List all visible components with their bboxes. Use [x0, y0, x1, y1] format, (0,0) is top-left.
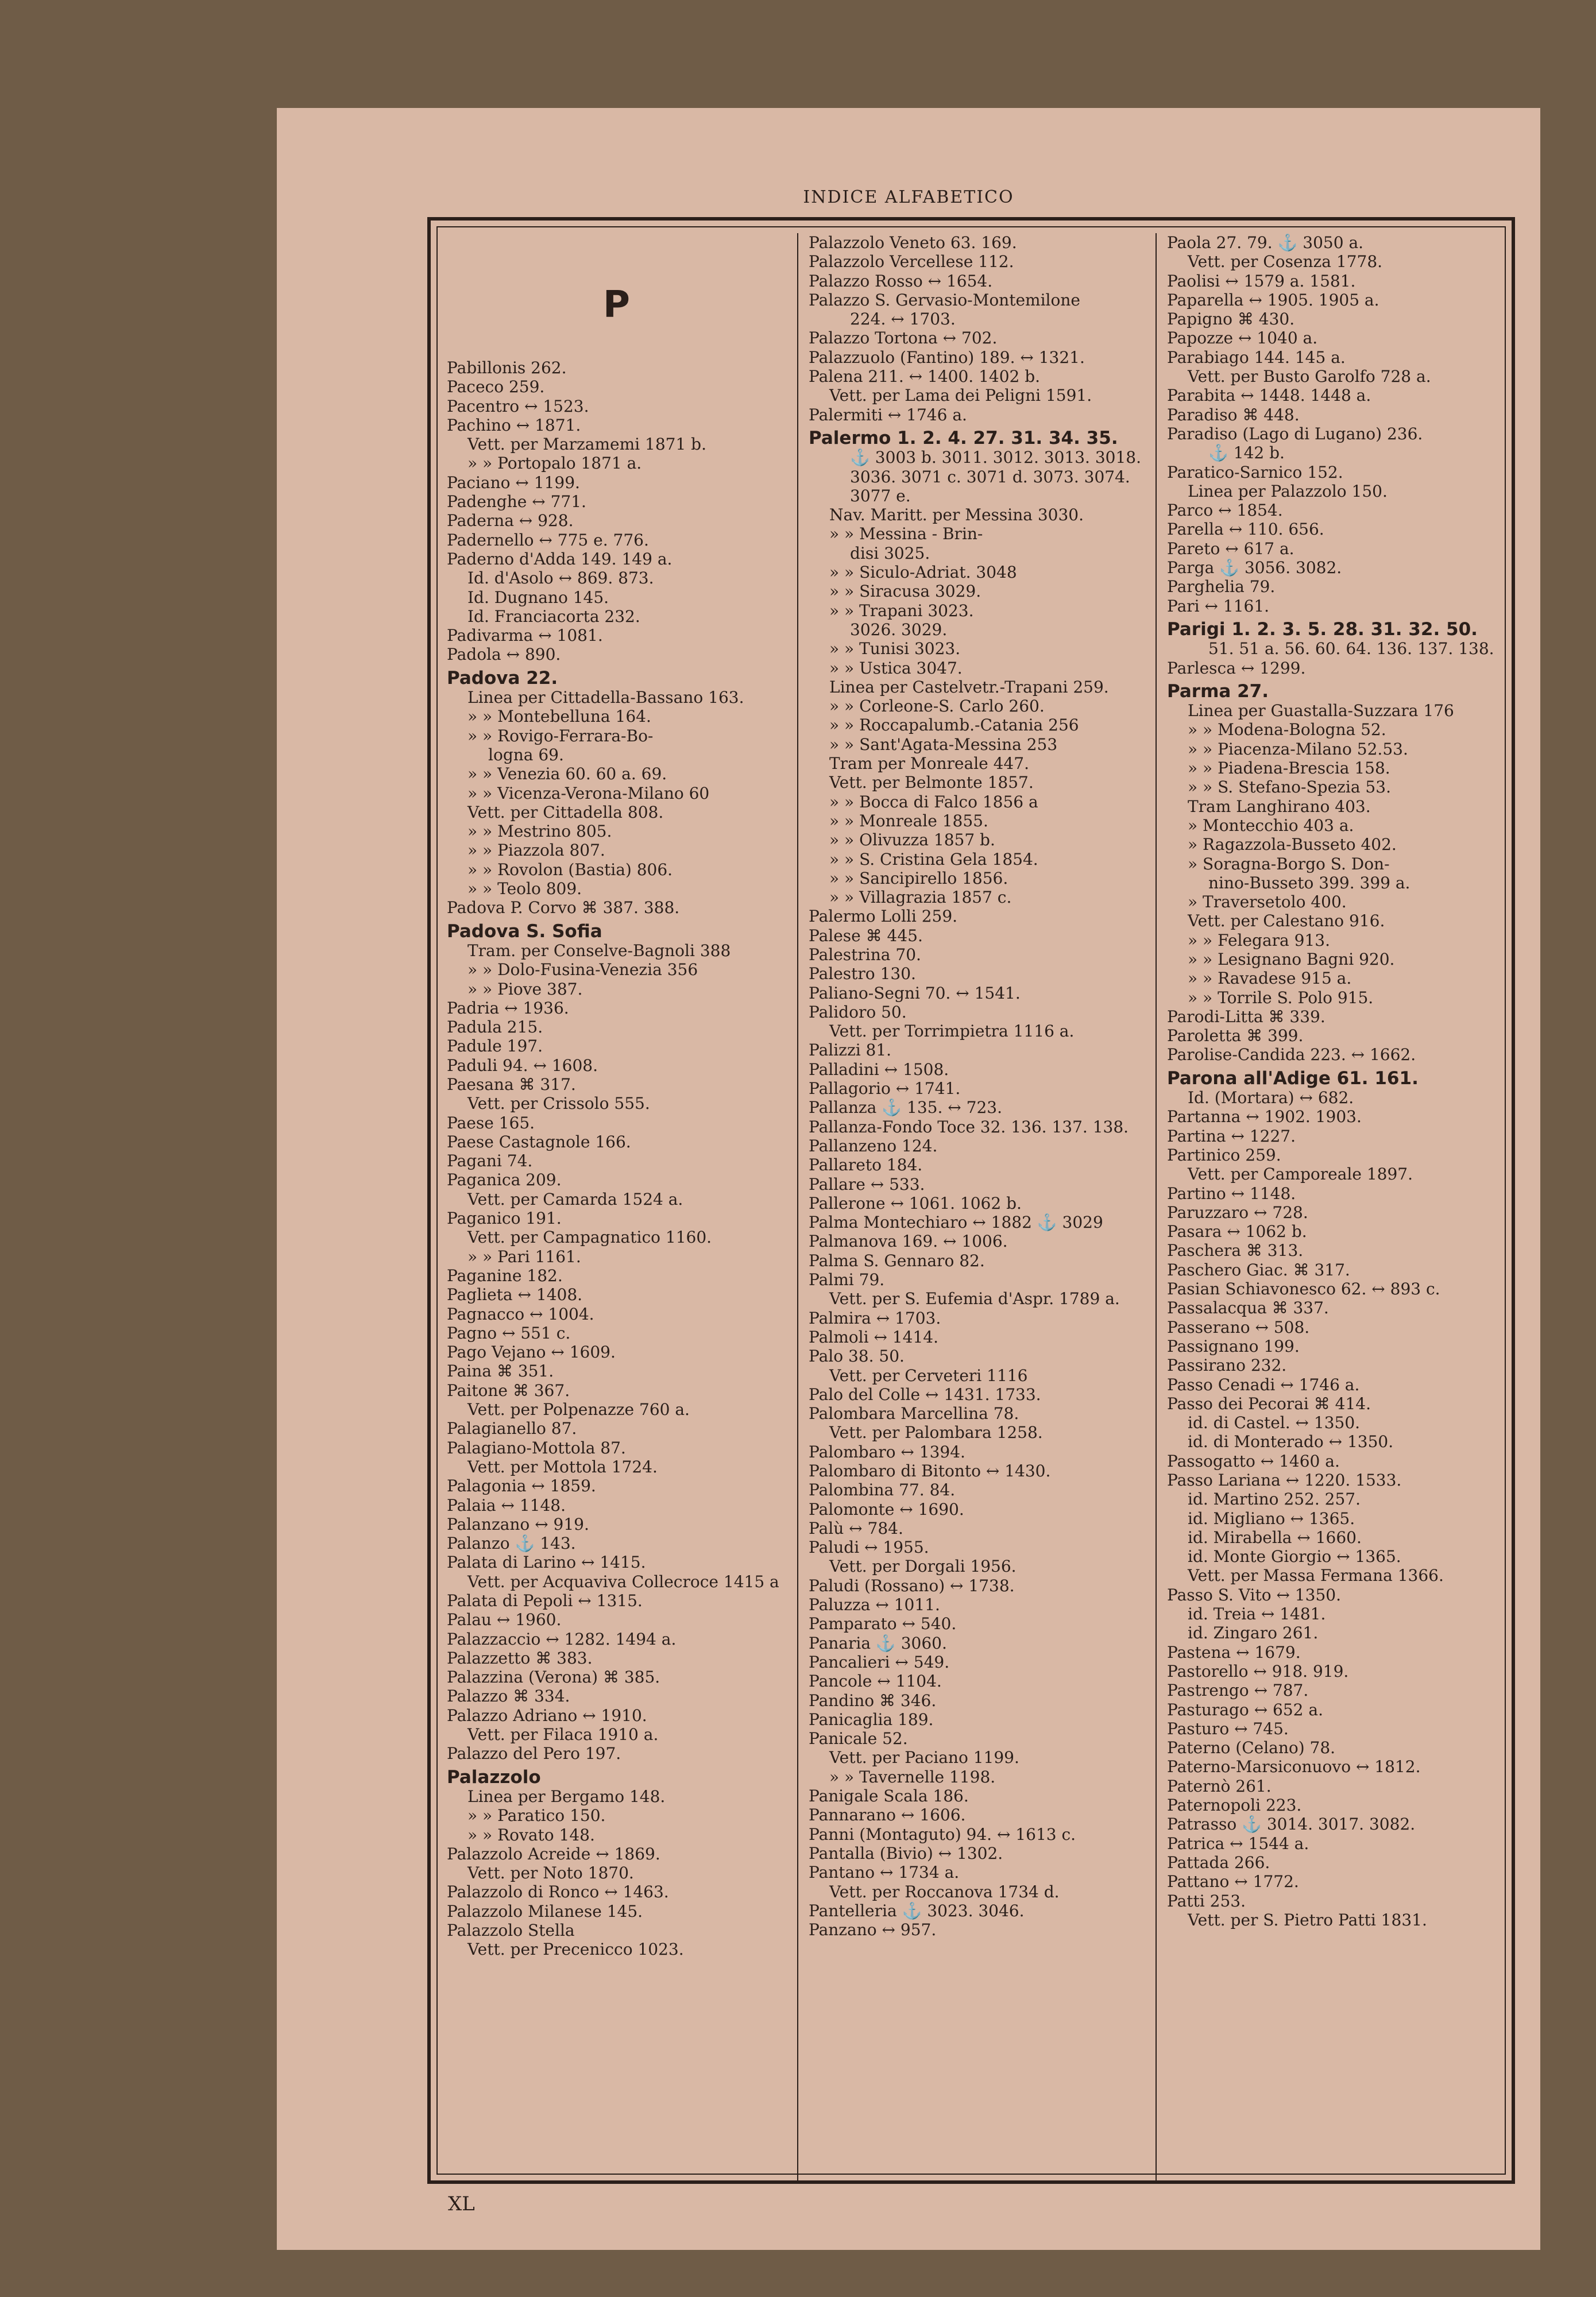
index-entry: Paitone ⌘ 367. — [447, 1380, 570, 1400]
index-entry: Pabillonis 262. — [447, 358, 567, 377]
index-entry: Palermiti ↔ 1746 a. — [809, 405, 967, 424]
index-entry: Vett. per Cittadella 808. — [467, 802, 664, 822]
index-entry: Vett. per Cerveteri 1116 — [829, 1366, 1028, 1385]
index-entry: Panni (Montaguto) 94. ↔ 1613 c. — [809, 1824, 1076, 1844]
index-entry: Pandino ⌘ 346. — [809, 1691, 937, 1710]
index-entry: Palazzolo di Ronco ↔ 1463. — [447, 1882, 669, 1902]
index-section-heading: Palazzolo — [447, 1766, 541, 1788]
index-entry: Pagno ↔ 551 c. — [447, 1323, 571, 1343]
index-entry: » » Rovato 148. — [467, 1825, 595, 1844]
index-entry: Pari ↔ 1161. — [1167, 596, 1270, 616]
index-entry: Pasara ↔ 1062 b. — [1167, 1222, 1307, 1242]
index-entry: Palo 38. 50. — [809, 1347, 905, 1366]
index-entry: Paradiso ⌘ 448. — [1167, 405, 1300, 424]
index-entry: Parlesca ↔ 1299. — [1167, 658, 1306, 678]
index-entry: Partino ↔ 1148. — [1167, 1184, 1296, 1203]
index-entry: Palmanova 169. ↔ 1006. — [809, 1232, 1008, 1251]
index-entry: id. Zingaro 261. — [1188, 1623, 1319, 1643]
index-entry: » » Vicenza-Verona-Milano 60 — [467, 783, 710, 803]
index-entry: 3077 e. — [850, 486, 911, 505]
index-entry: Palma S. Gennaro 82. — [809, 1251, 985, 1270]
index-entry: Palmira ↔ 1703. — [809, 1308, 941, 1328]
index-entry: Palizzi 81. — [809, 1041, 892, 1060]
index-entry: Vett. per Lama dei Peligni 1591. — [829, 386, 1092, 405]
index-entry: » » Piazzola 807. — [467, 841, 605, 860]
index-entry: » » Dolo-Fusina-Venezia 356 — [467, 960, 698, 980]
index-entry: Pantalla (Bivio) ↔ 1302. — [809, 1843, 1003, 1863]
index-entry: Linea per Guastalla-Suzzara 176 — [1188, 701, 1454, 721]
index-entry: Parella ↔ 110. 656. — [1167, 520, 1324, 539]
index-section-heading: Parigi 1. 2. 3. 5. 28. 31. 32. 50. — [1167, 618, 1478, 640]
index-entry: Palazzolo Acreide ↔ 1869. — [447, 1844, 660, 1863]
index-entry: Vett. per Busto Garolfo 728 a. — [1188, 367, 1431, 386]
index-entry: Papigno ⌘ 430. — [1167, 310, 1295, 329]
index-entry: Paesana ⌘ 317. — [447, 1074, 576, 1094]
index-entry: Passo S. Vito ↔ 1350. — [1167, 1585, 1341, 1604]
index-entry: » » Torrile S. Polo 915. — [1188, 988, 1374, 1007]
index-entry: » » Paratico 150. — [467, 1806, 606, 1826]
index-entry: Paina ⌘ 351. — [447, 1362, 554, 1381]
index-entry: » » Pari 1161. — [467, 1247, 581, 1266]
index-entry: Paderna ↔ 928. — [447, 511, 574, 531]
index-entry: Parco ↔ 1854. — [1167, 501, 1283, 520]
index-entry: » » Tunisi 3023. — [829, 639, 961, 659]
index-entry: Palazzetto ⌘ 383. — [447, 1648, 593, 1668]
index-section-heading: Padova 22. — [447, 667, 558, 689]
index-entry: Vett. per Roccanova 1734 d. — [829, 1882, 1060, 1901]
section-letter: P — [603, 284, 630, 326]
index-entry: » » Piadena-Brescia 158. — [1188, 759, 1390, 778]
index-entry: id. Migliano ↔ 1365. — [1188, 1509, 1355, 1528]
index-entry: Pallareto 184. — [809, 1155, 923, 1175]
index-entry: Vett. per S. Pietro Patti 1831. — [1188, 1910, 1427, 1929]
index-section-heading: Palermo 1. 2. 4. 27. 31. 34. 35. — [809, 427, 1118, 448]
index-entry: Palazzaccio ↔ 1282. 1494 a. — [447, 1629, 677, 1649]
index-entry: Pallare ↔ 533. — [809, 1174, 925, 1194]
index-entry: Tram. per Conselve-Bagnoli 388 — [467, 941, 731, 960]
index-entry: Panigale Scala 186. — [809, 1786, 969, 1806]
index-entry: disi 3025. — [850, 543, 930, 563]
index-entry: Linea per Bergamo 148. — [467, 1786, 666, 1806]
index-entry: » » Mestrino 805. — [467, 822, 612, 841]
index-entry: » » Monreale 1855. — [829, 811, 988, 830]
index-entry: Vett. per Marzamemi 1871 b. — [467, 435, 707, 454]
index-entry: Palazzolo Veneto 63. 169. — [809, 233, 1017, 252]
index-entry: Patrasso ⚓ 3014. 3017. 3082. — [1167, 1815, 1416, 1834]
index-entry: Pattano ↔ 1772. — [1167, 1872, 1299, 1892]
index-entry: Padria ↔ 1936. — [447, 998, 569, 1018]
index-entry: Palù ↔ 784. — [809, 1518, 903, 1538]
index-entry: Pallanza ⚓ 135. ↔ 723. — [809, 1098, 1002, 1117]
index-entry: Padova P. Corvo ⌘ 387. 388. — [447, 898, 680, 918]
index-entry: Palazzolo Stella — [447, 1921, 575, 1940]
index-entry: » » Teolo 809. — [467, 879, 582, 899]
index-entry: Palagonia ↔ 1859. — [447, 1476, 596, 1496]
index-entry: Paschera ⌘ 313. — [1167, 1241, 1304, 1260]
index-entry: Pannarano ↔ 1606. — [809, 1805, 966, 1825]
book-page — [277, 108, 1540, 2250]
index-entry: Palermo Lolli 259. — [809, 907, 958, 926]
index-frame — [427, 217, 1515, 2184]
index-entry: Panaria ⚓ 3060. — [809, 1633, 947, 1653]
index-entry: Palazzo Rosso ↔ 1654. — [809, 271, 993, 291]
index-entry: Vett. per Polpenazze 760 a. — [467, 1400, 690, 1420]
index-entry: Palazzolo Vercellese 112. — [809, 252, 1014, 272]
index-entry: » » Tavernelle 1198. — [829, 1767, 996, 1786]
index-entry: Pallagorio ↔ 1741. — [809, 1079, 961, 1099]
index-entry: » » Ustica 3047. — [829, 658, 963, 678]
index-entry: Panicaglia 189. — [809, 1710, 934, 1729]
index-entry: » » Sant'Agata-Messina 253 — [829, 734, 1058, 754]
index-entry: Passignano 199. — [1167, 1336, 1300, 1356]
index-entry: 3036. 3071 c. 3071 d. 3073. 3074. — [850, 467, 1130, 486]
index-entry: Vett. per Cosenza 1778. — [1188, 252, 1383, 272]
index-entry: Vett. per Mottola 1724. — [467, 1457, 658, 1476]
index-entry: Vett. per Acquaviva Collecroce 1415 a — [467, 1572, 779, 1591]
index-entry: Partanna ↔ 1902. 1903. — [1167, 1107, 1362, 1127]
index-entry: » » Olivuzza 1857 b. — [829, 830, 995, 850]
index-entry: Paciano ↔ 1199. — [447, 473, 580, 492]
index-entry: Pamparato ↔ 540. — [809, 1614, 957, 1634]
index-entry: Tram per Monreale 447. — [829, 754, 1029, 774]
index-entry: Pasian Schiavonesco 62. ↔ 893 c. — [1167, 1279, 1440, 1299]
index-entry: » Traversetolo 400. — [1188, 892, 1347, 912]
index-entry: Paganica 209. — [447, 1170, 562, 1190]
index-entry: Nav. Maritt. per Messina 3030. — [829, 505, 1084, 525]
index-entry: Pachino ↔ 1871. — [447, 415, 581, 435]
index-entry: » » Piove 387. — [467, 979, 583, 999]
index-entry: Palanzano ↔ 919. — [447, 1514, 589, 1534]
index-entry: Palmoli ↔ 1414. — [809, 1327, 938, 1347]
index-entry: Passogatto ↔ 1460 a. — [1167, 1451, 1340, 1471]
index-entry: Paradiso (Lago di Lugano) 236. — [1167, 424, 1423, 443]
index-entry: Palaia ↔ 1148. — [447, 1495, 566, 1515]
index-entry: Palena 211. ↔ 1400. 1402 b. — [809, 367, 1041, 386]
index-entry: Palata di Pepoli ↔ 1315. — [447, 1591, 643, 1610]
index-entry: Padenghe ↔ 771. — [447, 492, 586, 512]
index-entry: Pancole ↔ 1104. — [809, 1672, 942, 1691]
index-entry: Parolise-Candida 223. ↔ 1662. — [1167, 1045, 1416, 1065]
index-entry: Vett. per Crissolo 555. — [467, 1094, 650, 1113]
index-entry: Paratico-Sarnico 152. — [1167, 462, 1343, 482]
index-entry: Pastorello ↔ 918. 919. — [1167, 1661, 1349, 1681]
index-entry: Parabiago 144. 145 a. — [1167, 347, 1346, 367]
index-entry: Pallerone ↔ 1061. 1062 b. — [809, 1193, 1022, 1213]
index-entry: Parga ⚓ 3056. 3082. — [1167, 558, 1342, 578]
index-entry: » » Rovigo-Ferrara-Bo- — [467, 726, 654, 745]
index-entry: id. Mirabella ↔ 1660. — [1188, 1528, 1362, 1547]
index-entry: Passerano ↔ 508. — [1167, 1317, 1310, 1337]
index-entry: logna 69. — [488, 745, 564, 764]
index-entry: Paganine 182. — [447, 1266, 563, 1285]
index-entry: Id. (Mortara) ↔ 682. — [1188, 1088, 1354, 1108]
index-entry: » » Montebelluna 164. — [467, 707, 651, 726]
index-entry: Palombara Marcellina 78. — [809, 1404, 1019, 1424]
index-entry: » » Villagrazia 1857 c. — [829, 888, 1012, 907]
index-entry: Id. d'Asolo ↔ 869. 873. — [467, 569, 654, 588]
index-column-1 — [447, 358, 780, 2180]
index-entry: id. Martino 252. 257. — [1188, 1490, 1361, 1509]
index-entry: Paglieta ↔ 1408. — [447, 1285, 583, 1305]
index-entry: Palombina 77. 84. — [809, 1480, 956, 1500]
index-entry: Paterno-Marsiconuovo ↔ 1812. — [1167, 1757, 1421, 1777]
index-entry: Vett. per Massa Fermana 1366. — [1188, 1566, 1444, 1586]
index-entry: » » Lesignano Bagni 920. — [1188, 949, 1395, 969]
index-entry: » » Bocca di Falco 1856 a — [829, 792, 1038, 811]
index-entry: Palau ↔ 1960. — [447, 1610, 562, 1630]
index-entry: Paceco 259. — [447, 377, 545, 397]
index-entry: Paese Castagnole 166. — [447, 1132, 631, 1151]
index-entry: Linea per Castelvetr.-Trapani 259. — [829, 677, 1109, 697]
index-entry: Vett. per Paciano 1199. — [829, 1748, 1019, 1768]
index-entry: Vett. per Dorgali 1956. — [829, 1557, 1017, 1576]
index-entry: Palagiano-Mottola 87. — [447, 1438, 626, 1457]
index-entry: Paruzzaro ↔ 728. — [1167, 1202, 1308, 1222]
index-entry: Id. Franciacorta 232. — [467, 606, 640, 626]
index-entry: Passalacqua ⌘ 337. — [1167, 1298, 1329, 1318]
index-entry: Passo Cenadi ↔ 1746 a. — [1167, 1375, 1360, 1394]
index-column-3 — [1156, 233, 1512, 2180]
index-entry: Pancalieri ↔ 549. — [809, 1652, 950, 1672]
index-entry: Vett. per Calestano 916. — [1188, 911, 1385, 931]
index-entry: Parodi-Litta ⌘ 339. — [1167, 1007, 1326, 1026]
index-entry: Palestrina 70. — [809, 945, 921, 964]
index-entry: Pareto ↔ 617 a. — [1167, 539, 1294, 558]
index-entry: 3026. 3029. — [850, 620, 948, 639]
index-entry: ⚓ 142 b. — [1208, 443, 1285, 463]
index-entry: Pantelleria ⚓ 3023. 3046. — [809, 1901, 1025, 1920]
index-entry: Paduli 94. ↔ 1608. — [447, 1055, 598, 1075]
index-entry: Paese 165. — [447, 1113, 535, 1132]
index-entry: Paparella ↔ 1905. 1905 a. — [1167, 290, 1379, 310]
index-entry: Linea per Palazzolo 150. — [1188, 481, 1388, 501]
index-entry: » » Siracusa 3029. — [829, 582, 981, 601]
index-entry: » Ragazzola-Busseto 402. — [1188, 835, 1397, 854]
index-entry: Pacentro ↔ 1523. — [447, 396, 589, 416]
index-entry: Palladini ↔ 1508. — [809, 1059, 949, 1079]
index-entry: Pasturago ↔ 652 a. — [1167, 1700, 1323, 1719]
index-entry: Patrica ↔ 1544 a. — [1167, 1834, 1309, 1853]
index-entry: Passirano 232. — [1167, 1356, 1287, 1375]
index-entry: Pasturo ↔ 745. — [1167, 1719, 1289, 1738]
index-entry: Padernello ↔ 775 e. 776. — [447, 530, 649, 550]
index-entry: Vett. per Belmonte 1857. — [829, 773, 1034, 792]
index-entry: Parghelia 79. — [1167, 577, 1276, 597]
page-number: XL — [448, 2192, 475, 2215]
index-entry: Palmi 79. — [809, 1270, 885, 1290]
index-entry: Pagnacco ↔ 1004. — [447, 1304, 594, 1324]
index-entry: Vett. per Camarda 1524 a. — [467, 1189, 683, 1209]
index-entry: » Soragna-Borgo S. Don- — [1188, 854, 1390, 873]
index-entry: Palazzo del Pero 197. — [447, 1744, 621, 1764]
index-entry: Passo dei Pecorai ⌘ 414. — [1167, 1394, 1371, 1413]
index-section-heading: Padova S. Sofia — [447, 921, 602, 942]
index-entry: Paola 27. 79. ⚓ 3050 a. — [1167, 233, 1364, 252]
index-entry: Pagani 74. — [447, 1151, 533, 1171]
index-entry: id. di Castel. ↔ 1350. — [1188, 1413, 1361, 1433]
index-entry: Tram Langhirano 403. — [1188, 796, 1371, 816]
index-entry: Palidoro 50. — [809, 1002, 907, 1022]
index-entry: Paternopoli 223. — [1167, 1796, 1302, 1815]
index-entry: Pantano ↔ 1734 a. — [809, 1863, 960, 1882]
index-entry: Palazzina (Verona) ⌘ 385. — [447, 1668, 660, 1687]
index-entry: Palo del Colle ↔ 1431. 1733. — [809, 1385, 1041, 1404]
index-entry: Partina ↔ 1227. — [1167, 1126, 1296, 1146]
index-entry: » » Venezia 60. 60 a. 69. — [467, 764, 667, 784]
index-entry: Padola ↔ 890. — [447, 645, 561, 664]
index-entry: Paterno (Celano) 78. — [1167, 1738, 1336, 1758]
index-entry: Id. Dugnano 145. — [467, 587, 609, 607]
index-entry: Palanzo ⚓ 143. — [447, 1534, 576, 1553]
index-entry: 51. 51 a. 56. 60. 64. 136. 137. 138. — [1208, 639, 1494, 659]
index-entry: Pastena ↔ 1679. — [1167, 1642, 1301, 1662]
index-entry: Palomonte ↔ 1690. — [809, 1499, 964, 1519]
index-entry: ⚓ 3003 b. 3011. 3012. 3013. 3018. — [850, 448, 1141, 467]
index-entry: id. Treia ↔ 1481. — [1188, 1604, 1326, 1624]
index-entry: Patti 253. — [1167, 1891, 1246, 1911]
index-entry: Padula 215. — [447, 1018, 543, 1037]
index-column-2 — [797, 233, 1147, 2180]
index-entry: Pago Vejano ↔ 1609. — [447, 1343, 616, 1362]
index-entry: Palese ⌘ 445. — [809, 926, 923, 945]
index-entry: » » S. Stefano-Spezia 53. — [1188, 778, 1391, 797]
index-entry: Palombaro ↔ 1394. — [809, 1442, 965, 1461]
index-entry: Papozze ↔ 1040 a. — [1167, 328, 1318, 348]
index-entry: Pastrengo ↔ 787. — [1167, 1681, 1309, 1700]
index-entry: Linea per Cittadella-Bassano 163. — [467, 688, 744, 707]
index-entry: Paderno d'Adda 149. 149 a. — [447, 549, 673, 569]
index-entry: Paternò 261. — [1167, 1776, 1272, 1796]
index-section-heading: Parona all'Adige 61. 161. — [1167, 1068, 1419, 1089]
index-entry: id. di Monterado ↔ 1350. — [1188, 1432, 1394, 1452]
index-entry: Paroletta ⌘ 399. — [1167, 1026, 1304, 1046]
index-entry: » » Felegara 913. — [1188, 930, 1330, 950]
index-entry: Partinico 259. — [1167, 1145, 1281, 1165]
index-entry: Palazzo ⌘ 334. — [447, 1687, 570, 1706]
index-entry: » Montecchio 403 a. — [1188, 815, 1354, 835]
index-entry: Paliano-Segni 70. ↔ 1541. — [809, 983, 1021, 1003]
index-entry: 224. ↔ 1703. — [850, 310, 956, 329]
index-entry: Vett. per Torrimpietra 1116 a. — [829, 1022, 1075, 1041]
index-entry: Vett. per Filaca 1910 a. — [467, 1725, 659, 1745]
index-entry: » » Rovolon (Bastia) 806. — [467, 860, 673, 879]
index-entry: Paschero Giac. ⌘ 317. — [1167, 1260, 1350, 1279]
index-entry: Vett. per Camporeale 1897. — [1188, 1165, 1413, 1184]
index-entry: Pattada 266. — [1167, 1853, 1270, 1872]
index-entry: » » Roccapalumb.-Catania 256 — [829, 716, 1079, 735]
index-entry: Panicale 52. — [809, 1729, 908, 1749]
index-entry: Padivarma ↔ 1081. — [447, 626, 603, 645]
index-entry: Palazzo S. Gervasio-Montemilone — [809, 290, 1080, 310]
index-entry: Paluzza ↔ 1011. — [809, 1595, 940, 1615]
index-entry: Paludi (Rossano) ↔ 1738. — [809, 1576, 1015, 1595]
index-entry: » » Trapani 3023. — [829, 601, 974, 620]
index-entry: Vett. per Campagnatico 1160. — [467, 1228, 712, 1247]
index-entry: Palazzolo Milanese 145. — [447, 1901, 643, 1921]
index-entry: id. Monte Giorgio ↔ 1365. — [1188, 1547, 1401, 1567]
index-entry: » » Sancipirello 1856. — [829, 868, 1008, 888]
index-entry: Padule 197. — [447, 1037, 543, 1056]
index-entry: Passo Lariana ↔ 1220. 1533. — [1167, 1471, 1402, 1490]
index-entry: Palata di Larino ↔ 1415. — [447, 1553, 646, 1572]
index-entry: Panzano ↔ 957. — [809, 1920, 937, 1940]
index-entry: Pallanzeno 124. — [809, 1136, 938, 1155]
index-entry: Vett. per Palombara 1258. — [829, 1423, 1043, 1443]
index-entry: » » Piacenza-Milano 52.53. — [1188, 739, 1408, 759]
index-entry: » » Ravadese 915 a. — [1188, 969, 1352, 988]
index-entry: nino-Busseto 399. 399 a. — [1208, 873, 1410, 892]
index-entry: Palombaro di Bitonto ↔ 1430. — [809, 1461, 1051, 1480]
index-entry: Palma Montechiaro ↔ 1882 ⚓ 3029 — [809, 1213, 1103, 1232]
index-entry: Pallanza-Fondo Toce 32. 136. 137. 138. — [809, 1117, 1129, 1136]
index-entry: Parabita ↔ 1448. 1448 a. — [1167, 386, 1371, 405]
page-header: INDICE ALFABETICO — [803, 187, 1014, 207]
index-entry: » » S. Cristina Gela 1854. — [829, 849, 1038, 869]
index-entry: Palagianello 87. — [447, 1419, 577, 1438]
index-entry: Palazzo Adriano ↔ 1910. — [447, 1706, 647, 1725]
index-entry: Paganico 191. — [447, 1209, 562, 1228]
index-entry: Vett. per Precenicco 1023. — [467, 1940, 684, 1959]
index-entry: Vett. per Noto 1870. — [467, 1863, 634, 1883]
index-entry: Paolisi ↔ 1579 a. 1581. — [1167, 271, 1356, 291]
index-entry: » » Portopalo 1871 a. — [467, 454, 642, 473]
index-entry: Vett. per S. Eufemia d'Aspr. 1789 a. — [829, 1289, 1120, 1309]
index-entry: » » Modena-Bologna 52. — [1188, 720, 1386, 740]
index-entry: Palestro 130. — [809, 964, 916, 984]
index-entry: Palazzuolo (Fantino) 189. ↔ 1321. — [809, 347, 1085, 367]
index-section-heading: Parma 27. — [1167, 680, 1269, 702]
index-entry: » » Corleone-S. Carlo 260. — [829, 697, 1045, 716]
index-entry: Paludi ↔ 1955. — [809, 1538, 929, 1557]
index-entry: Palazzo Tortona ↔ 702. — [809, 328, 998, 348]
index-entry: » » Messina - Brin- — [829, 524, 983, 544]
index-entry: » » Siculo-Adriat. 3048 — [829, 563, 1017, 582]
